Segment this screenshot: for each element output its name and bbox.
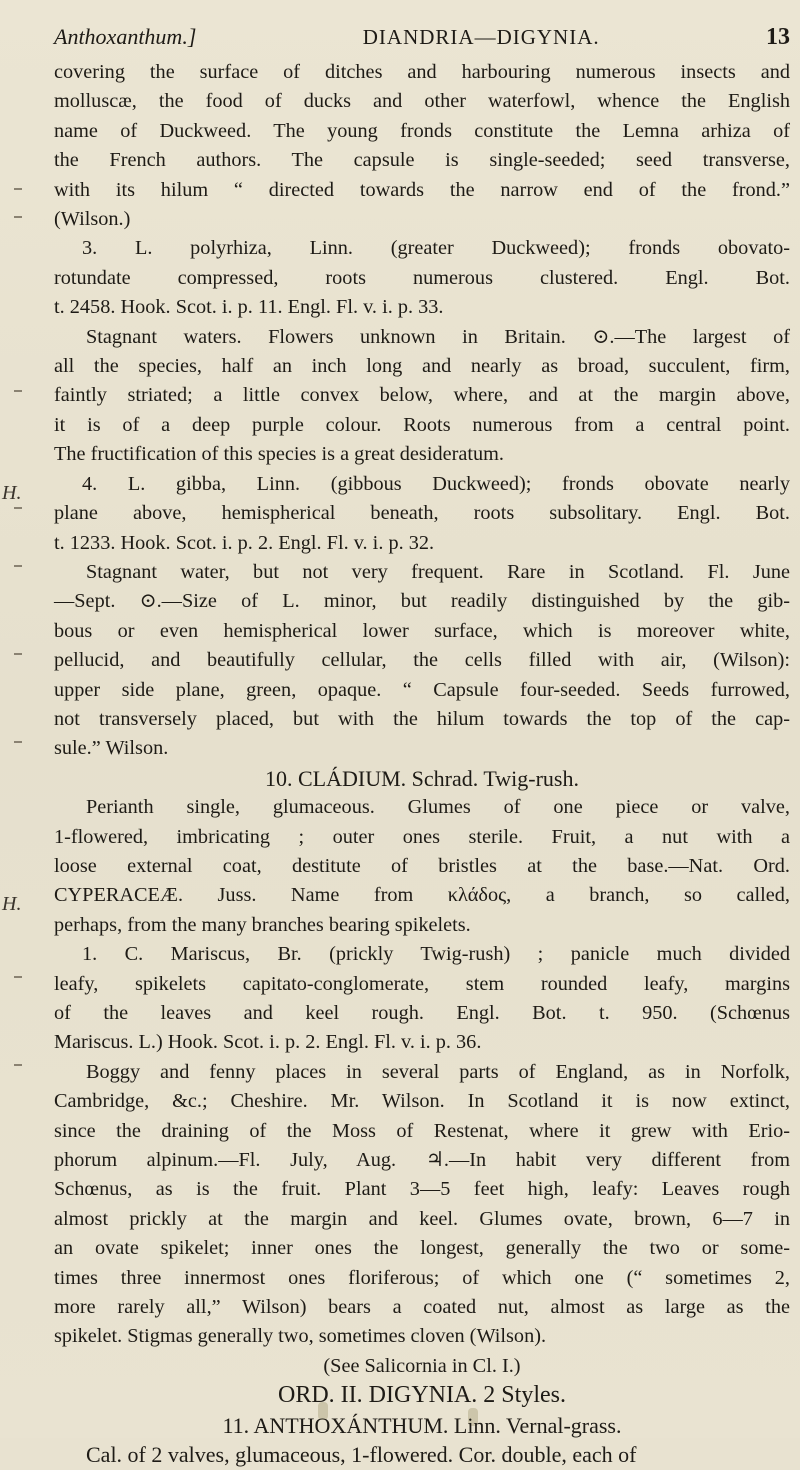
text-line: it is of a deep purple colour. Roots numerous from a central point. bbox=[54, 413, 790, 436]
text-line: Stagnant waters. Flowers unknown in Britain. ⊙.—The largest of bbox=[86, 325, 790, 348]
text-line: Cambridge, &c.; Cheshire. Mr. Wilson. In Scotland it is now extinct, bbox=[54, 1090, 790, 1113]
text-line: more rarely all,” Wilson) bears a coated nut, almost as large as the bbox=[54, 1296, 790, 1319]
margin-dash bbox=[14, 653, 22, 655]
header-genus: Anthoxanthum.] bbox=[54, 24, 197, 49]
text-line: t. 1233. Hook. Scot. i. p. 2. Engl. Fl. v. i. p. 32. bbox=[54, 531, 435, 554]
genus-heading: 10. CLÁDIUM. Schrad. Twig-rush. bbox=[265, 765, 579, 791]
margin-dash bbox=[14, 1064, 22, 1066]
text-line: Cal. of 2 valves, glumaceous, 1-flowered. Cor. double, each of bbox=[86, 1442, 637, 1468]
text-line: of the leaves and keel rough. Engl. Bot. t. 950. (Schœnus bbox=[54, 1002, 790, 1024]
header-class-order: DIANDRIA—DIGYNIA. bbox=[362, 25, 600, 49]
running-header bbox=[54, 24, 790, 51]
text-line: plane above, hemispherical beneath, roots subsolitary. Engl. Bot. bbox=[54, 502, 790, 525]
text-line: sule.” Wilson. bbox=[54, 737, 169, 760]
text-line: since the draining of the Moss of Restenat, where it grew with Erio- bbox=[54, 1119, 790, 1142]
margin-dash bbox=[14, 976, 22, 978]
text-line: covering the surface of ditches and harbouring numerous insects and bbox=[54, 61, 790, 83]
margin-note-1: H. bbox=[2, 482, 22, 504]
text-line: bous or even hemispherical lower surface, which is moreover white, bbox=[54, 619, 790, 642]
text-line: rotundate compressed, roots numerous clustered. Engl. Bot. bbox=[54, 266, 790, 289]
text-line: not transversely placed, but with the hilum towards the top of the cap- bbox=[54, 707, 790, 730]
species-heading: 4. L. gibba, Linn. (gibbous Duckweed); fronds obovate nearly bbox=[82, 472, 790, 495]
order-heading: ORD. II. DIGYNIA. 2 Styles. bbox=[278, 1382, 566, 1409]
text-line: the French authors. The capsule is single-seeded; seed transverse, bbox=[54, 149, 790, 172]
text-line: pellucid, and beautifully cellular, the cells filled with air, (Wilson): bbox=[54, 649, 790, 672]
text-line: phorum alpinum.—Fl. July, Aug. ♃.—In habit very different from bbox=[54, 1149, 790, 1172]
margin-dash bbox=[14, 188, 22, 190]
text-line: t. 2458. Hook. Scot. i. p. 11. Engl. Fl. v. i. p. 33. bbox=[54, 296, 444, 319]
margin-dash bbox=[14, 507, 22, 509]
margin-dash bbox=[14, 390, 22, 392]
text-line: almost prickly at the margin and keel. Glumes ovate, brown, 6—7 in bbox=[54, 1207, 790, 1230]
text-line: faintly striated; a little convex below, where, and at the margin above, bbox=[54, 384, 790, 407]
text-line: Schœnus, as is the fruit. Plant 3—5 feet high, leafy: Leaves rough bbox=[54, 1178, 790, 1201]
page-body bbox=[54, 58, 790, 1470]
page-number: 13 bbox=[766, 24, 790, 50]
margin-dash bbox=[14, 216, 22, 218]
text-line: upper side plane, green, opaque. “ Capsule four-seeded. Seeds furrowed, bbox=[54, 678, 790, 701]
genus-heading: 11. ANTHOXÁNTHUM. Linn. Vernal-grass. bbox=[222, 1412, 622, 1438]
text-line: times three innermost ones floriferous; of which one (“ sometimes 2, bbox=[54, 1266, 790, 1289]
text-line: an ovate spikelet; inner ones the longest, generally the two or some- bbox=[54, 1237, 790, 1260]
text-line: name of Duckweed. The young fronds constitute the Lemna arhiza of bbox=[54, 119, 790, 142]
text-line: Perianth single, glumaceous. Glumes of one piece or valve, bbox=[86, 796, 790, 819]
text-line: spikelet. Stigmas generally two, sometimes cloven (Wilson). bbox=[54, 1325, 547, 1348]
text-line: perhaps, from the many branches bearing spikelets. bbox=[54, 913, 471, 936]
cross-reference: (See Salicornia in Cl. I.) bbox=[323, 1354, 521, 1377]
margin-note-2: H. bbox=[2, 893, 22, 915]
text-line: Stagnant water, but not very frequent. Rare in Scotland. Fl. June bbox=[86, 560, 790, 583]
text-line: loose external coat, destitute of bristles at the base.—Nat. Ord. bbox=[54, 854, 790, 877]
text-line: (Wilson.) bbox=[54, 208, 131, 231]
species-heading: 1. C. Mariscus, Br. (prickly Twig-rush) ; panicle much divided bbox=[82, 943, 790, 966]
text-line: Boggy and fenny places in several parts of England, as in Norfolk, bbox=[86, 1060, 790, 1083]
text-line: 1-flowered, imbricating ; outer ones sterile. Fruit, a nut with a bbox=[54, 825, 790, 848]
text-line: The fructification of this species is a great desideratum. bbox=[54, 443, 504, 466]
text-line: —Sept. ⊙.—Size of L. minor, but readily distinguished by the gib- bbox=[54, 590, 790, 613]
text-line: all the species, half an inch long and nearly as broad, succulent, firm, bbox=[54, 355, 790, 378]
margin-dash bbox=[14, 565, 22, 567]
text-line: Mariscus. L.) Hook. Scot. i. p. 2. Engl. Fl. v. i. p. 36. bbox=[54, 1031, 482, 1054]
text-line: CYPERACEÆ. Juss. Name from κλάδος, a branch, so called, bbox=[54, 884, 790, 907]
text-line: leafy, spikelets capitato-conglomerate, stem rounded leafy, margins bbox=[54, 972, 790, 995]
text-line: molluscæ, the food of ducks and other waterfowl, whence the English bbox=[54, 90, 790, 113]
margin-dash bbox=[14, 741, 22, 743]
species-heading: 3. L. polyrhiza, Linn. (greater Duckweed); fronds obovato- bbox=[82, 237, 790, 260]
text-line: with its hilum “ directed towards the narrow end of the frond.” bbox=[54, 178, 790, 201]
